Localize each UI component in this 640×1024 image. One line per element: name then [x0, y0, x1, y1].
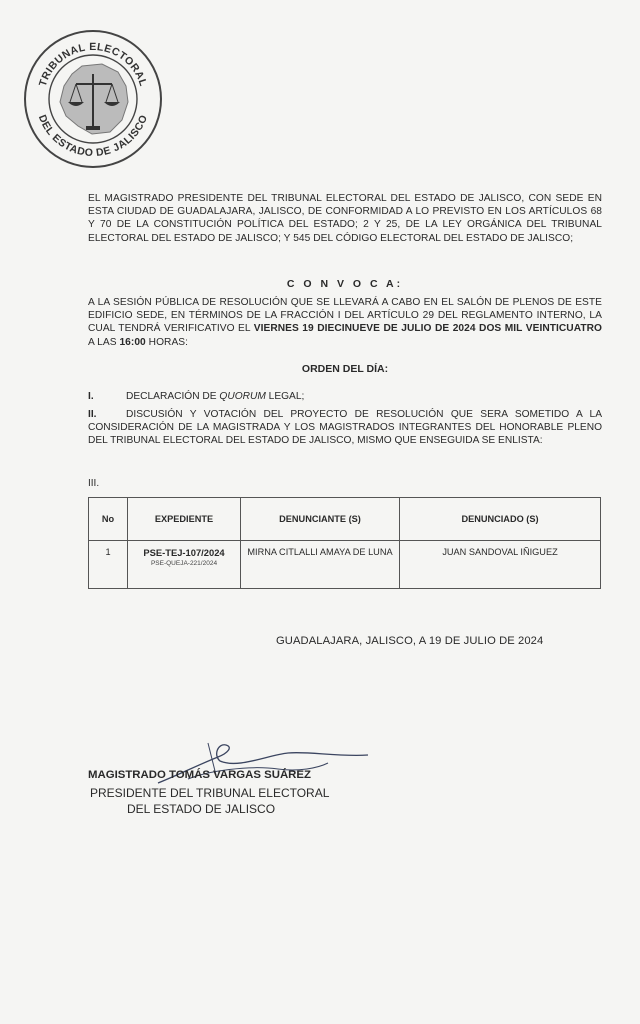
expediente-number: PSE-TEJ-107/2024: [143, 547, 225, 558]
session-date: VIERNES 19 DIECINUEVE DE JULIO DE 2024 DOS MIL VEINTICUATRO: [253, 323, 603, 335]
agenda-item-1: [88, 390, 602, 403]
table-header-row: [89, 498, 601, 541]
agenda-item-1-text-a: DECLARACIÓN DE: [126, 391, 217, 402]
row-no: 1: [89, 541, 128, 589]
agenda-item-2-number: II.: [88, 409, 97, 420]
agenda-item-1-text-b: LEGAL;: [268, 391, 305, 402]
agenda-item-3: [88, 477, 602, 490]
convoca-text-a: A LA SESIÓN PÚBLICA DE RESOLUCIÓN QUE SE LLEVARÁ A CABO EN EL SALÓN DE PLENOS DE ESTE EDIFICIO SEDE, EN TÉRMINOS DE LA FRACCIÓN I DEL ARTÍCULO 29 DEL REGLAMENTO INTERNO, LA CUAL TENDRÁ VERIFICATIVO EL: [88, 297, 602, 335]
session-time: 16:00: [119, 336, 146, 348]
seal-emblem-icon: [22, 28, 164, 170]
signer-role-line2: DEL ESTADO DE JALISCO: [127, 802, 276, 816]
agenda-item-1-quorum: QUORUM: [219, 391, 266, 402]
agenda-item-2: [88, 408, 602, 448]
header-denunciado: DENUNCIADO (S): [400, 498, 601, 541]
place-date-line: GUADALAJARA, JALISCO, A 19 DE JULIO DE 2024: [276, 635, 544, 647]
expedientes-table: [88, 497, 601, 589]
row-expediente: [128, 541, 241, 589]
intro-paragraph: EL MAGISTRADO PRESIDENTE DEL TRIBUNAL ELECTORAL DEL ESTADO DE JALISCO, CON SEDE EN ESTA CIUDAD DE GUADALAJARA, JALISCO, DE CONFORMIDAD A LO PREVISTO EN LOS ARTÍCULOS 68 Y 70 DE LA CONSTITUCIÓN POLÍTICA DEL ESTADO; 2 Y 25, DE LA LEY ORGÁNICA DEL TRIBUNAL ELECTORAL DEL ESTADO DE JALISCO; Y 545 DEL CÓDIGO ELECTORAL DEL ESTADO DE JALISCO;: [88, 193, 602, 244]
signer-name: MAGISTRADO TOMÁS VARGAS SUÁREZ: [88, 769, 311, 781]
row-denunciante: MIRNA CITLALLI AMAYA DE LUNA: [241, 541, 400, 589]
convoca-paragraph: [88, 296, 602, 349]
seal-bottom-text: DEL ESTADO DE JALISCO: [35, 113, 151, 160]
row-denunciado: JUAN SANDOVAL IÑIGUEZ: [400, 541, 601, 589]
tribunal-seal: [22, 28, 164, 170]
table-row: [89, 541, 601, 589]
agenda-item-1-number: I.: [88, 391, 94, 402]
header-no: No: [89, 498, 128, 541]
signer-role-line1: PRESIDENTE DEL TRIBUNAL ELECTORAL: [90, 786, 330, 800]
agenda-item-3-number: III.: [88, 478, 100, 489]
convoca-text-c: HORAS:: [148, 336, 189, 348]
header-expediente: EXPEDIENTE: [128, 498, 241, 541]
agenda-item-2-text: DISCUSIÓN Y VOTACIÓN DEL PROYECTO DE RESOLUCIÓN QUE SERA SOMETIDO A LA CONSIDERACIÓN DE LA MAGISTRADA Y LOS MAGISTRADOS INTEGRANTES DEL HONORABLE PLENO DEL TRIBUNAL ELECTORAL DEL ESTADO DE JALISCO, MISMO QUE ENSEGUIDA SE ENLISTA:: [88, 409, 602, 447]
convoca-text-b: A LAS: [88, 336, 117, 348]
header-denunciante: DENUNCIANTE (S): [241, 498, 400, 541]
expediente-queja: PSE-QUEJA-221/2024: [150, 560, 218, 567]
seal-top-text: TRIBUNAL ELECTORAL: [36, 40, 150, 88]
convoca-title: C O N V O C A:: [286, 278, 404, 290]
orden-title: ORDEN DEL DÍA:: [301, 363, 389, 375]
